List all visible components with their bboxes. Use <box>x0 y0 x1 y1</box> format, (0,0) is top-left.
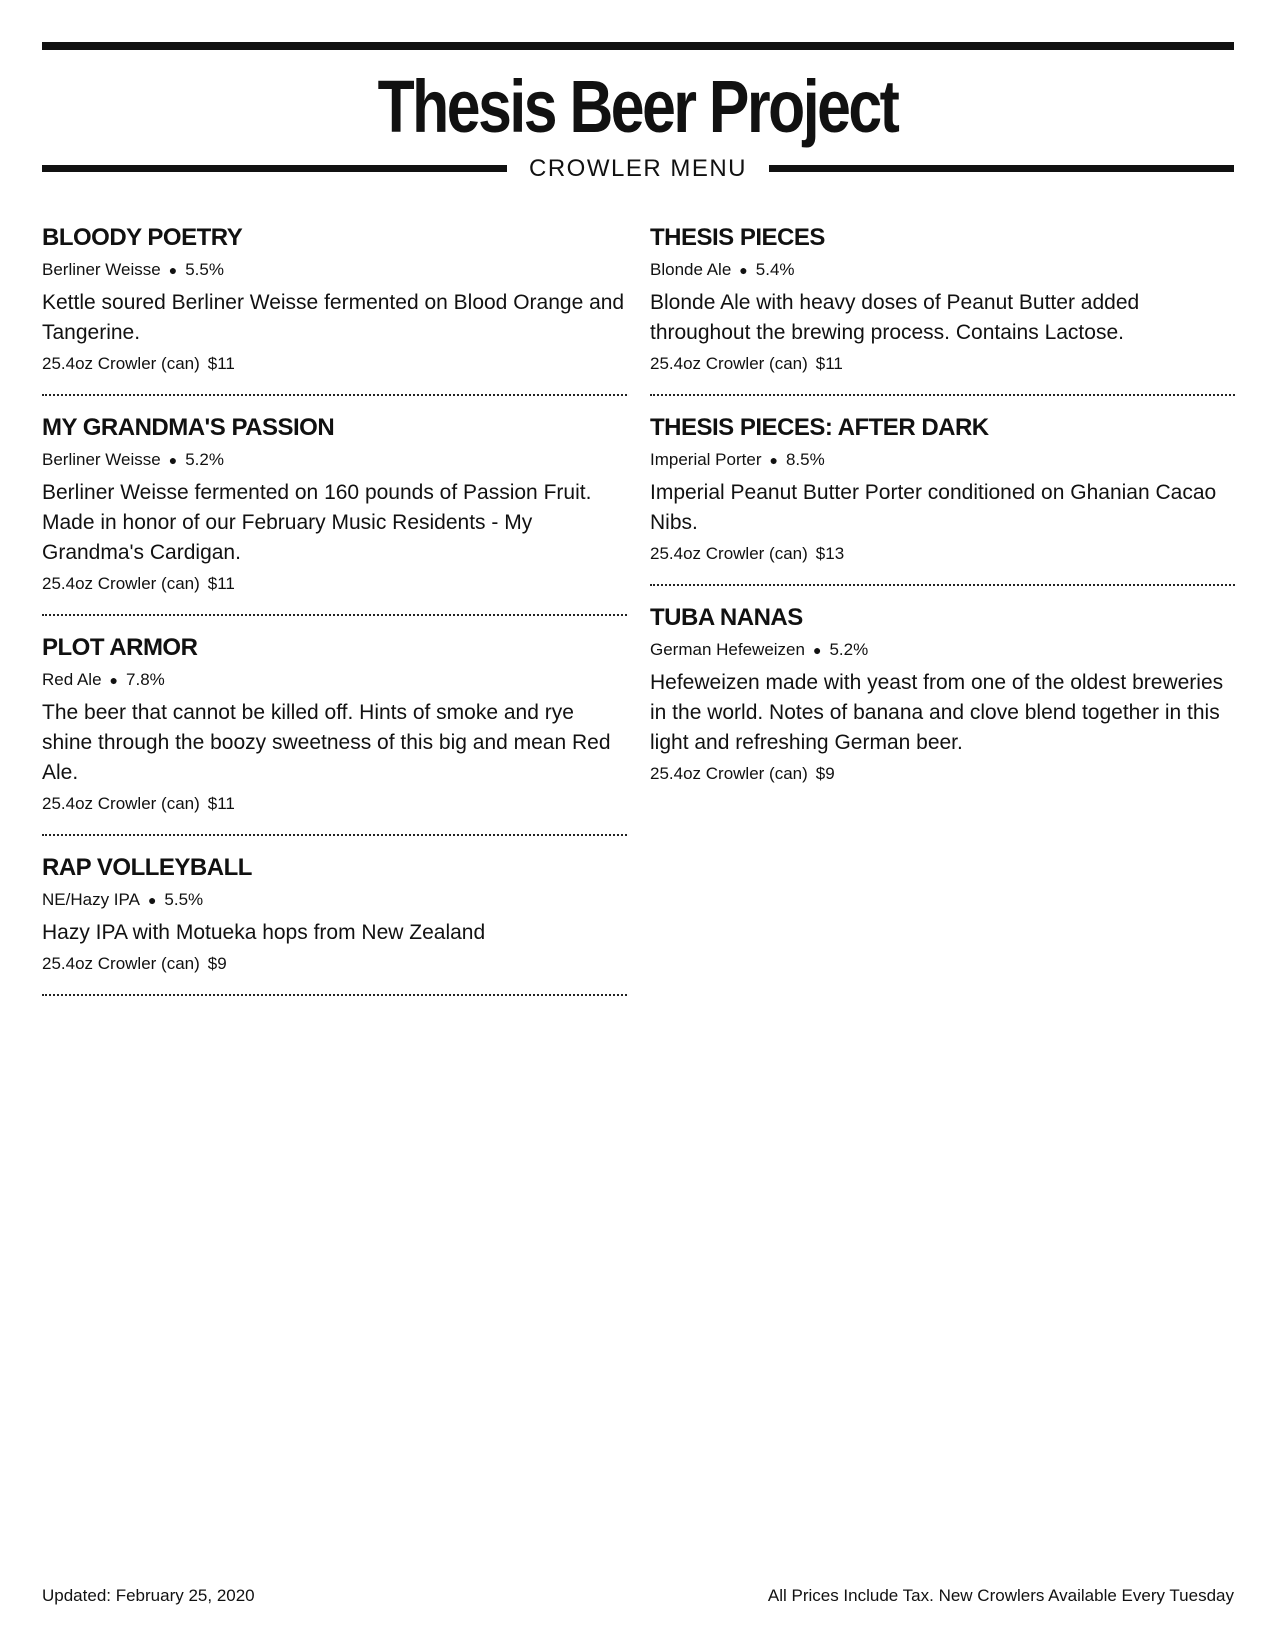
beer-style: German Hefeweizen <box>650 640 805 659</box>
beer-meta <box>42 884 627 916</box>
beer-price: $11 <box>207 794 235 813</box>
beer-price-line <box>42 788 627 820</box>
beer-name: TUBA NANAS <box>650 604 803 631</box>
beer-price: $11 <box>207 574 235 593</box>
beer-price-line <box>650 538 1235 570</box>
beer-item <box>650 602 1235 804</box>
footer-note: All Prices Include Tax. New Crowlers Available Every Tuesday <box>767 1586 1234 1605</box>
beer-style: Berliner Weisse <box>42 260 161 279</box>
beer-description: Hazy IPA with Motueka hops from New Zealand <box>42 921 486 944</box>
beer-name: PLOT ARMOR <box>42 634 198 661</box>
beer-abv: 5.2% <box>185 450 224 469</box>
subtitle-row <box>42 154 1234 184</box>
page-title: Thesis Beer Project <box>377 65 898 148</box>
bullet-icon: ● <box>769 452 778 468</box>
beer-meta <box>42 254 627 286</box>
beer-price-line <box>42 568 627 600</box>
beer-size: 25.4oz Crowler (can) <box>42 354 200 373</box>
beer-price-line <box>42 948 627 980</box>
left-column <box>42 222 627 1012</box>
beer-description: The beer that cannot be killed off. Hints of smoke and rye shine through the boozy sweetness of this big and mean Red Ale. <box>42 701 611 784</box>
beer-name: THESIS PIECES <box>650 224 825 251</box>
beer-meta <box>650 634 1235 666</box>
beer-abv: 5.5% <box>164 890 204 909</box>
bullet-icon: ● <box>168 262 178 278</box>
beer-price: $11 <box>207 354 235 373</box>
top-rule <box>42 42 1234 50</box>
beer-price-line <box>42 348 627 380</box>
right-column <box>650 222 1235 820</box>
bullet-icon: ● <box>739 262 748 278</box>
beer-item <box>42 222 627 396</box>
beer-item <box>650 412 1235 586</box>
beer-meta <box>42 444 627 476</box>
beer-size: 25.4oz Crowler (can) <box>42 574 200 593</box>
beer-item <box>42 632 627 836</box>
menu-subtitle: CROWLER MENU <box>528 155 747 182</box>
beer-name: BLOODY POETRY <box>42 224 243 251</box>
beer-size: 25.4oz Crowler (can) <box>650 544 808 563</box>
beer-name: THESIS PIECES: AFTER DARK <box>650 414 989 441</box>
bullet-icon: ● <box>812 642 822 658</box>
beer-price: $9 <box>815 764 835 783</box>
beer-style: Imperial Porter <box>650 450 762 469</box>
beer-item <box>42 412 627 616</box>
beer-description: Berliner Weisse fermented on 160 pounds of Passion Fruit. Made in honor of our February Music Residents - My Grandma's Cardigan. <box>42 481 592 564</box>
beer-item <box>650 222 1235 396</box>
bullet-icon: ● <box>147 892 157 908</box>
beer-description: Imperial Peanut Butter Porter conditioned on Ghanian Cacao Nibs. <box>650 481 1217 534</box>
beer-style: Berliner Weisse <box>42 450 161 469</box>
beer-description: Kettle soured Berliner Weisse fermented on Blood Orange and Tangerine. <box>42 291 625 344</box>
beer-name: RAP VOLLEYBALL <box>42 854 252 881</box>
beer-meta <box>650 444 1235 476</box>
updated-date: Updated: February 25, 2020 <box>42 1586 255 1605</box>
beer-abv: 5.5% <box>185 260 224 279</box>
beer-item <box>42 852 627 996</box>
beer-meta <box>650 254 1235 286</box>
beer-description: Hefeweizen made with yeast from one of the oldest breweries in the world. Notes of banana and clove blend together in this light and refreshing German beer. <box>650 671 1224 754</box>
beer-abv: 5.2% <box>829 640 869 659</box>
beer-price: $9 <box>207 954 227 973</box>
bullet-icon: ● <box>109 672 119 688</box>
beer-abv: 8.5% <box>785 450 825 469</box>
beer-description: Blonde Ale with heavy doses of Peanut Butter added throughout the brewing process. Contains Lactose. <box>650 291 1140 344</box>
beer-price: $13 <box>815 544 845 563</box>
beer-price-line <box>650 348 1235 380</box>
beer-meta <box>42 664 627 696</box>
beer-style: Blonde Ale <box>650 260 732 279</box>
beer-style: NE/Hazy IPA <box>42 890 140 909</box>
beer-price-line <box>650 758 1235 790</box>
beer-price: $11 <box>815 354 843 373</box>
beer-size: 25.4oz Crowler (can) <box>42 794 200 813</box>
beer-size: 25.4oz Crowler (can) <box>650 354 808 373</box>
beer-abv: 5.4% <box>755 260 795 279</box>
bullet-icon: ● <box>168 452 178 468</box>
beer-style: Red Ale <box>42 670 102 689</box>
beer-abv: 7.8% <box>126 670 165 689</box>
beer-size: 25.4oz Crowler (can) <box>42 954 200 973</box>
beer-size: 25.4oz Crowler (can) <box>650 764 808 783</box>
beer-name: MY GRANDMA'S PASSION <box>42 414 335 441</box>
